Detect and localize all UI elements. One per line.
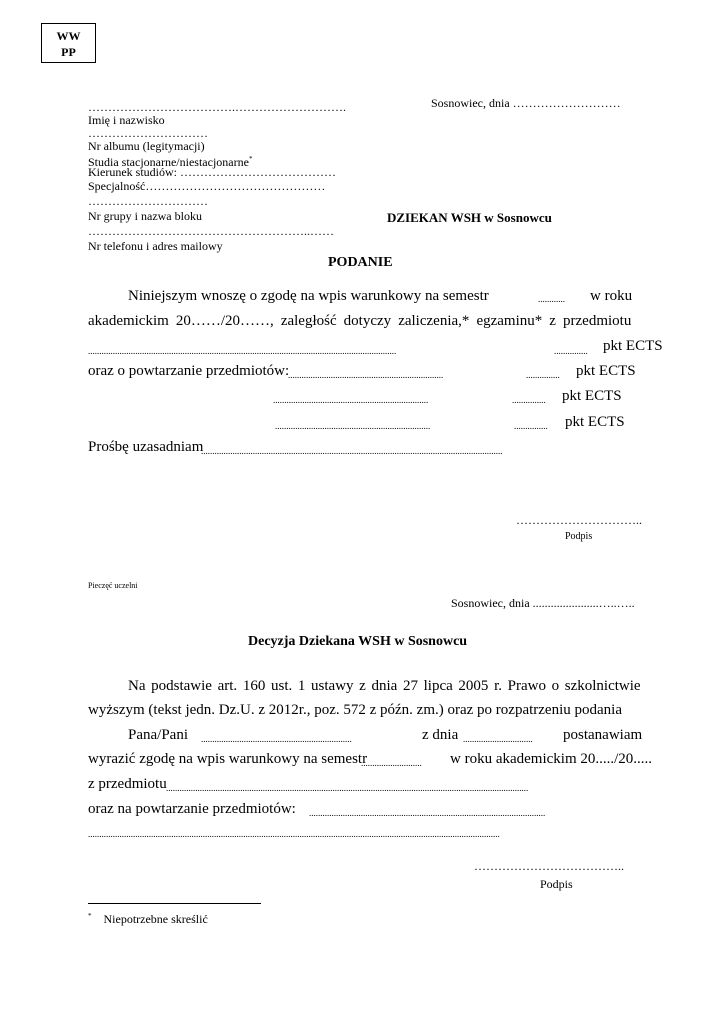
decision-place-date: Sosnowiec, dnia ......................…..…..	[451, 596, 635, 610]
name-dots: ……………………………….……………………….	[88, 100, 346, 114]
subject-ects-label: pkt ECTS	[603, 338, 663, 354]
addressee: DZIEKAN WSH w Sosnowcu	[387, 210, 552, 225]
decision-p4-year: w roku akademickim 20...../20.....	[450, 751, 653, 767]
stamp-line-1: WW	[56, 29, 81, 43]
study-mode: Studia stacjonarne/niestacjonarne*	[88, 155, 253, 169]
stamp-line-2: PP	[61, 45, 76, 59]
decision-p3-label: Pana/Pani	[128, 727, 188, 743]
decision-name-dots: ...................................................................	[201, 734, 352, 744]
album-dots: …………………………	[88, 126, 208, 140]
decision-p4-text: wyrazić zgodę na wpis warunkowy na semestr	[88, 751, 368, 767]
decision-extra-dots: .......................................................................................................................................................................................	[88, 829, 500, 839]
repeat-dots-3: .....................................................................	[275, 421, 431, 431]
footnote-separator	[88, 903, 261, 904]
decision-semester-dots: ...........................	[361, 758, 422, 768]
decision-repeat-dots: .........................................................................................................	[309, 808, 546, 818]
app-line-1-end: w roku	[590, 288, 633, 304]
name-label: Imię i nazwisko	[88, 113, 165, 127]
decision-subject-label: z przedmiotu	[88, 776, 167, 792]
decision-title: Decyzja Dziekana WSH w Sosnowcu	[248, 634, 468, 649]
contact-label: Nr telefonu i adres mailowy	[88, 239, 223, 253]
reason-label: Prośbę uzasadniam	[88, 439, 204, 455]
group-dots: …………………………	[88, 194, 208, 208]
semester-dots: ............	[538, 294, 565, 304]
repeat-ects-label-3: pkt ECTS	[565, 414, 625, 430]
decision-date-label: z dnia	[422, 727, 459, 743]
decision-resolve: postanawiam	[563, 727, 643, 743]
app-line-1-text: Niniejszym wnoszę o zgodę na wpis warunkowy na semestr	[128, 288, 489, 304]
field-of-study: Kierunek studiów: …………………………………	[88, 165, 336, 179]
subject-ects-dots: ...............	[554, 346, 588, 356]
subject-dots: .........................................................................................................................................	[88, 346, 397, 356]
repeat-ects-label-2: pkt ECTS	[562, 388, 622, 404]
repeat-ects-dots-2: ...............	[512, 395, 546, 405]
decision-p2: wyższym (tekst jedn. Dz.U. z 2012r., poz. 572 z późn. zm.) oraz po rozpatrzeniu podania	[88, 702, 622, 718]
repeat-dots-2: .....................................................................	[273, 395, 429, 405]
repeat-ects-label-1: pkt ECTS	[576, 363, 636, 379]
decision-subject-dots: .................................................................................................................................................................	[166, 783, 529, 793]
app-line-2: akademickim 20……/20……, zaległość dotyczy zaliczenia,* egzaminu* z przedmiotu	[88, 313, 632, 329]
group-label: Nr grupy i nazwa bloku	[88, 209, 202, 223]
decision-date-dots: ...............................	[463, 734, 533, 744]
signature-label: Podpis	[565, 531, 593, 542]
contact-dots: ………………………………………………..……	[88, 224, 334, 238]
repeat-ects-dots-3: ...............	[514, 421, 548, 431]
footnote	[88, 910, 208, 926]
footnote-text: Niepotrzebne skreślić	[103, 912, 208, 926]
reason-dots: ......................................................................................................................................	[201, 446, 503, 456]
album-label: Nr albumu (legitymacji)	[88, 139, 205, 153]
signature-dots: …………………………..	[516, 513, 642, 527]
seal-label: Pieczęć uczelni	[88, 581, 138, 590]
application-title: PODANIE	[328, 255, 393, 270]
repeat-dots-1: .....................................................................	[288, 370, 444, 380]
decision-repeat-label: oraz na powtarzanie przedmiotów:	[88, 801, 296, 817]
decision-signature-label: Podpis	[540, 877, 573, 891]
specialty: Specjalność………………………………………	[88, 179, 326, 193]
study-mode-mark: *	[248, 155, 253, 163]
stamp-box	[41, 23, 96, 63]
decision-signature-dots: ………………………………..	[474, 859, 624, 873]
footnote-mark: *	[88, 912, 92, 920]
repeat-label: oraz o powtarzanie przedmiotów:	[88, 363, 290, 379]
place-date: Sosnowiec, dnia ………………………	[431, 96, 621, 110]
repeat-ects-dots-1: ...............	[526, 370, 560, 380]
decision-p1: Na podstawie art. 160 ust. 1 ustawy z dnia 27 lipca 2005 r. Prawo o szkolnictwie	[128, 678, 641, 694]
